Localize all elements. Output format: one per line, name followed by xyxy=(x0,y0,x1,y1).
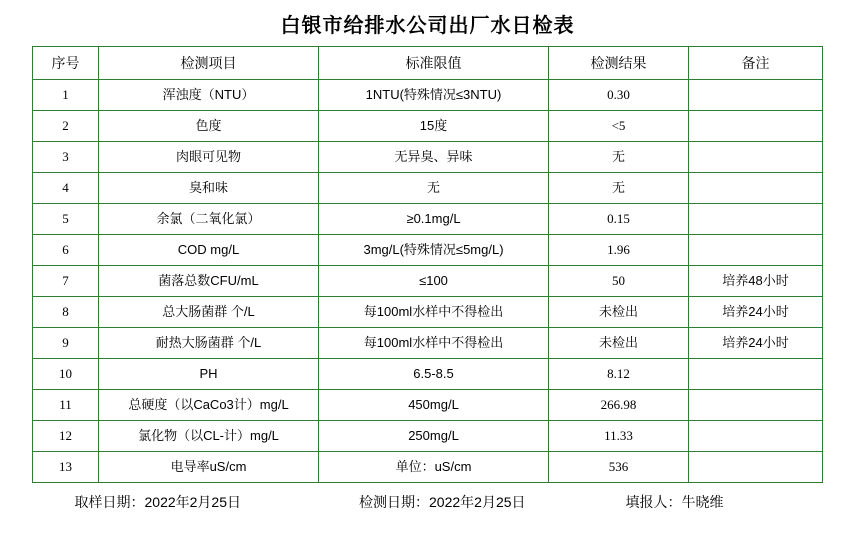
cell-result: 8.12 xyxy=(549,359,689,390)
cell-limit: 每100ml水样中不得检出 xyxy=(319,297,549,328)
cell-remark xyxy=(689,390,823,421)
column-header-item: 检测项目 xyxy=(99,47,319,80)
cell-no: 7 xyxy=(33,266,99,297)
cell-limit: 每100ml水样中不得检出 xyxy=(319,328,549,359)
cell-limit: 1NTU(特殊情况≤3NTU) xyxy=(319,80,549,111)
cell-remark: 培养48小时 xyxy=(689,266,823,297)
cell-limit: ≤100 xyxy=(319,266,549,297)
cell-no: 3 xyxy=(33,142,99,173)
cell-result: 无 xyxy=(549,173,689,204)
table-row xyxy=(33,452,823,483)
cell-result: 0.30 xyxy=(549,80,689,111)
cell-limit: 单位：uS/cm xyxy=(319,452,549,483)
table-row xyxy=(33,266,823,297)
cell-item: 总硬度（以CaCo3计）mg/L xyxy=(99,390,319,421)
cell-result: 无 xyxy=(549,142,689,173)
water-quality-table xyxy=(32,46,823,483)
cell-item: 色度 xyxy=(99,111,319,142)
cell-remark xyxy=(689,204,823,235)
table-row xyxy=(33,142,823,173)
cell-item: 臭和味 xyxy=(99,173,319,204)
cell-remark xyxy=(689,80,823,111)
cell-item: PH xyxy=(99,359,319,390)
cell-result: 536 xyxy=(549,452,689,483)
cell-result: 未检出 xyxy=(549,328,689,359)
test-date-label: 检测日期：2022年2月25日 xyxy=(359,494,526,510)
table-row xyxy=(33,80,823,111)
cell-no: 12 xyxy=(33,421,99,452)
cell-result: 1.96 xyxy=(549,235,689,266)
cell-result: 266.98 xyxy=(549,390,689,421)
cell-item: 氯化物（以CL-计）mg/L xyxy=(99,421,319,452)
cell-item: 浑浊度（NTU） xyxy=(99,80,319,111)
cell-result: 0.15 xyxy=(549,204,689,235)
cell-limit: 450mg/L xyxy=(319,390,549,421)
column-header-result: 检测结果 xyxy=(549,47,689,80)
cell-limit: 6.5-8.5 xyxy=(319,359,549,390)
cell-result: 未检出 xyxy=(549,297,689,328)
table-row xyxy=(33,235,823,266)
cell-limit: 无 xyxy=(319,173,549,204)
cell-item: COD mg/L xyxy=(99,235,319,266)
table-row xyxy=(33,111,823,142)
table-row xyxy=(33,359,823,390)
column-header-no: 序号 xyxy=(33,47,99,80)
cell-item: 余氯（二氧化氯） xyxy=(99,204,319,235)
cell-remark xyxy=(689,421,823,452)
cell-result: 50 xyxy=(549,266,689,297)
cell-limit: ≥0.1mg/L xyxy=(319,204,549,235)
cell-remark: 培养24小时 xyxy=(689,297,823,328)
cell-result: <5 xyxy=(549,111,689,142)
cell-remark xyxy=(689,235,823,266)
table-row xyxy=(33,204,823,235)
cell-no: 1 xyxy=(33,80,99,111)
page-title: 白银市给排水公司出厂水日检表 xyxy=(280,15,575,37)
cell-no: 11 xyxy=(33,390,99,421)
cell-no: 6 xyxy=(33,235,99,266)
table-body xyxy=(33,80,823,483)
table-row xyxy=(33,421,823,452)
table-row xyxy=(33,390,823,421)
cell-result: 11.33 xyxy=(549,421,689,452)
cell-item: 耐热大肠菌群 个/L xyxy=(99,328,319,359)
cell-limit: 15度 xyxy=(319,111,549,142)
cell-no: 9 xyxy=(33,328,99,359)
cell-item: 菌落总数CFU/mL xyxy=(99,266,319,297)
table-row xyxy=(33,173,823,204)
cell-no: 4 xyxy=(33,173,99,204)
table-row xyxy=(33,328,823,359)
cell-no: 13 xyxy=(33,452,99,483)
reporter-label: 填报人：牛晓维 xyxy=(625,494,724,510)
cell-item: 总大肠菌群 个/L xyxy=(99,297,319,328)
cell-no: 8 xyxy=(33,297,99,328)
cell-item: 肉眼可见物 xyxy=(99,142,319,173)
cell-remark xyxy=(689,452,823,483)
cell-remark xyxy=(689,359,823,390)
cell-no: 5 xyxy=(33,204,99,235)
cell-item: 电导率uS/cm xyxy=(99,452,319,483)
cell-no: 10 xyxy=(33,359,99,390)
footer xyxy=(33,483,823,512)
cell-remark: 培养24小时 xyxy=(689,328,823,359)
cell-no: 2 xyxy=(33,111,99,142)
column-header-remark: 备注 xyxy=(689,47,823,80)
cell-remark xyxy=(689,173,823,204)
cell-limit: 无异臭、异味 xyxy=(319,142,549,173)
sample-date-label: 取样日期：2022年2月25日 xyxy=(74,494,242,510)
cell-limit: 3mg/L(特殊情况≤5mg/L) xyxy=(319,235,549,266)
cell-limit: 250mg/L xyxy=(319,421,549,452)
cell-remark xyxy=(689,142,823,173)
column-header-limit: 标准限值 xyxy=(319,47,549,80)
cell-remark xyxy=(689,111,823,142)
table-row xyxy=(33,297,823,328)
table-header-row xyxy=(33,47,823,80)
